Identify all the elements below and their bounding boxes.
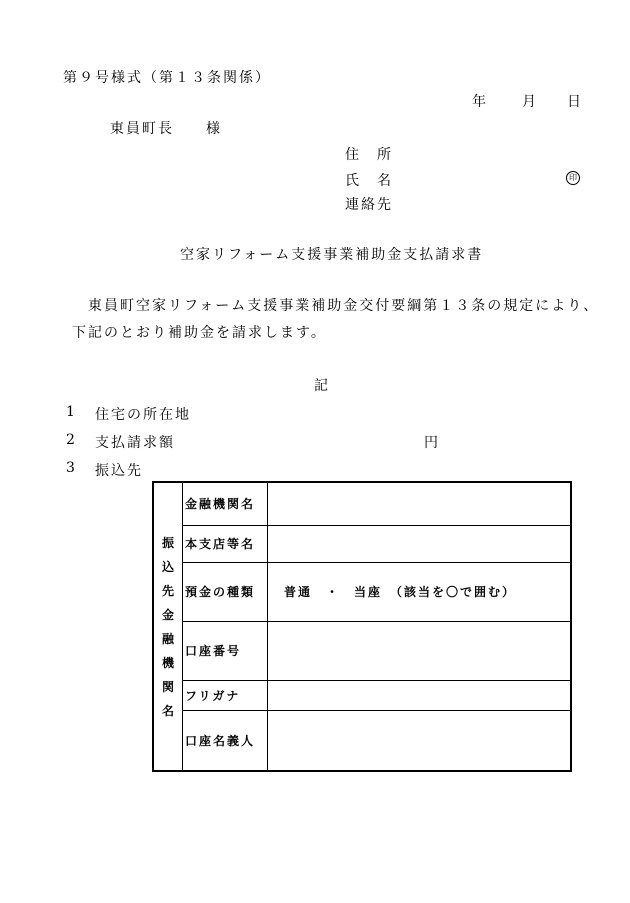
item-number: 2 — [66, 432, 75, 448]
row-label: 預金の種類 — [183, 562, 268, 621]
row-label: 金融機関名 — [183, 482, 268, 525]
row-label: 口座名義人 — [183, 710, 268, 771]
table-row — [153, 525, 571, 562]
item-label: 振込先 — [95, 463, 143, 479]
row-label: 口座番号 — [183, 621, 268, 680]
item-label: 支払請求額 — [95, 435, 175, 451]
addressee: 東員町長 様 — [110, 121, 222, 137]
account-holder-field[interactable] — [268, 710, 572, 771]
table-row — [153, 680, 571, 710]
row-label: フリガナ — [183, 680, 268, 710]
item-label: 住宅の所在地 — [95, 407, 191, 423]
account-number-field[interactable] — [268, 621, 572, 680]
table-row — [153, 482, 571, 525]
document-title: 空家リフォーム支援事業補助金支払請求書 — [180, 247, 484, 263]
body-text-line-1: 東員町空家リフォーム支援事業補助金交付要綱第１３条の規定により、 — [88, 298, 600, 314]
account-type-field[interactable] — [268, 562, 572, 621]
bank-name-field[interactable] — [268, 482, 572, 525]
account-type-options: 普通 ・ 当座 （該当を〇で囲む） — [284, 585, 517, 599]
table-row — [153, 562, 571, 621]
table-row — [153, 710, 571, 771]
address-label: 住 所 — [345, 147, 393, 163]
row-label: 本支店等名 — [183, 525, 268, 562]
date-year-label: 年 — [472, 94, 488, 110]
contact-label: 連絡先 — [345, 197, 393, 213]
date-day-label: 日 — [567, 94, 583, 110]
furigana-field[interactable] — [268, 680, 572, 710]
seal-mark: 印 — [566, 171, 580, 185]
date-month-label: 月 — [522, 94, 538, 110]
bank-account-table — [152, 481, 572, 772]
yen-unit: 円 — [424, 435, 440, 451]
item-number: 3 — [66, 460, 75, 476]
table-row — [153, 621, 571, 680]
ki-heading: 記 — [314, 378, 330, 394]
name-label: 氏 名 — [345, 173, 393, 189]
body-text-line-2: 下記のとおり補助金を請求します。 — [72, 325, 327, 341]
bank-side-label: 振込先金融機関名 — [153, 482, 183, 771]
form-number-label: 第９号様式（第１３条関係） — [63, 70, 271, 86]
item-number: 1 — [66, 404, 75, 420]
branch-name-field[interactable] — [268, 525, 572, 562]
